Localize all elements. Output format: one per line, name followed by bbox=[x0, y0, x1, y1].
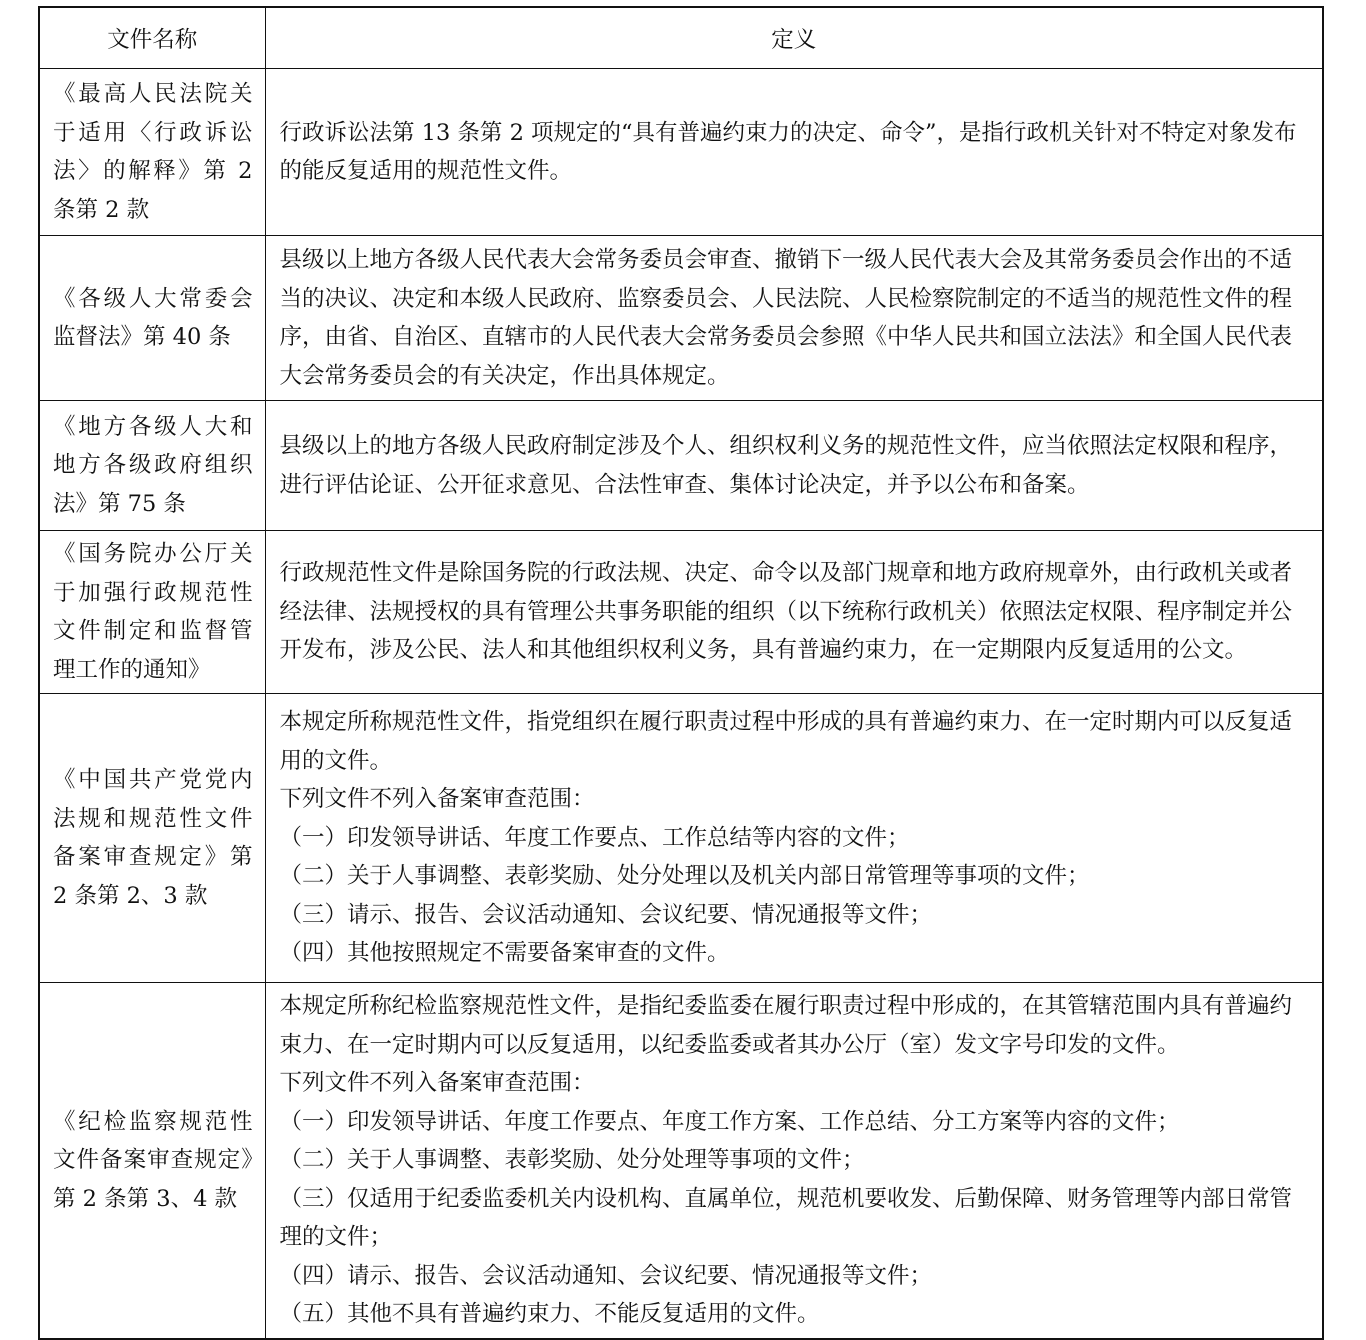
exclusion-item: （一）印发领导讲话、年度工作要点、工作总结等内容的文件； bbox=[279, 824, 910, 851]
exclusion-item: （二）关于人事调整、表彰奖励、处分处理等事项的文件； bbox=[279, 1147, 865, 1173]
document-name-cell: 《纪检监察规范性文件备案审查规定》第 2 条第 3、4 款 bbox=[39, 983, 265, 1339]
document-name-cell: 《国务院办公厅关于加强行政规范性文件制定和监督管理工作的通知》 bbox=[39, 531, 265, 694]
exclusion-item: （五）其他不具有普遍约束力、不能反复适用的文件。 bbox=[279, 1301, 820, 1327]
exclusion-item: （三）请示、报告、会议活动通知、会议纪要、情况通报等文件； bbox=[279, 901, 933, 928]
exclusion-intro: 下列文件不列入备案审查范围： bbox=[279, 1070, 595, 1096]
document-name-cell: 《地方各级人大和地方各级政府组织法》第 75 条 bbox=[39, 401, 265, 531]
exclusion-item: （四）其他按照规定不需要备案审查的文件。 bbox=[279, 940, 730, 967]
document-name-cell: 《中国共产党党内法规和规范性文件备案审查规定》第 2 条第 2、3 款 bbox=[39, 694, 265, 983]
definition-paragraph: 行政诉讼法第 13 条第 2 项规定的“具有普遍约束力的决定、命令”，是指行政机关针对不特定对象发布的能反复适用的规范性文件。 bbox=[279, 119, 1297, 184]
table-row bbox=[39, 531, 1323, 694]
exclusion-item: （三）仅适用于纪委监委机关内设机构、直属单位，规范机要收发、后勤保障、财务管理等内部日常管理的文件； bbox=[279, 1185, 1293, 1250]
definition-cell bbox=[265, 69, 1323, 236]
definition-paragraph: 本规定所称规范性文件，指党组织在履行职责过程中形成的具有普遍约束力、在一定时期内可以反复适用的文件。 bbox=[279, 709, 1293, 774]
header-document-name: 文件名称 bbox=[39, 7, 265, 69]
table-header-row bbox=[39, 7, 1323, 69]
definition-cell bbox=[265, 401, 1323, 531]
definition-cell bbox=[265, 694, 1323, 983]
definition-paragraph: 本规定所称纪检监察规范性文件，是指纪委监委在履行职责过程中形成的，在其管辖范围内具有普遍约束力、在一定时期内可以反复适用，以纪委监委或者其办公厅（室）发文字号印发的文件。 bbox=[279, 993, 1293, 1058]
exclusion-item: （二）关于人事调整、表彰奖励、处分处理以及机关内部日常管理等事项的文件； bbox=[279, 863, 1090, 890]
definition-cell bbox=[265, 531, 1323, 694]
table-row bbox=[39, 236, 1323, 401]
definition-paragraph: 行政规范性文件是除国务院的行政法规、决定、命令以及部门规章和地方政府规章外，由行政机关或者经法律、法规授权的具有管理公共事务职能的组织（以下统称行政机关）依照法定权限、程序制定并公开发布，涉及公民、法人和其他组织权利义务，具有普遍约束力，在一定期限内反复适用的公文。 bbox=[279, 560, 1293, 664]
document-name-cell: 《最高人民法院关于适用〈行政诉讼法〉的解释》第 2 条第 2 款 bbox=[39, 69, 265, 236]
definitions-table bbox=[38, 6, 1324, 1340]
exclusion-item: （四）请示、报告、会议活动通知、会议纪要、情况通报等文件； bbox=[279, 1262, 933, 1289]
definition-paragraph: 县级以上地方各级人民代表大会常务委员会审查、撤销下一级人民代表大会及其常务委员会作出的不适当的决议、决定和本级人民政府、监察委员会、人民法院、人民检察院制定的不适当的规范性文件的程序，由省、自治区、直辖市的人民代表大会常务委员会参照《中华人民共和国立法法》和全国人民代表大会常务委员会的有关决定，作出具体规定。 bbox=[279, 247, 1293, 389]
document-name-cell: 《各级人大常委会监督法》第 40 条 bbox=[39, 236, 265, 401]
definition-paragraph: 县级以上的地方各级人民政府制定涉及个人、组织权利义务的规范性文件，应当依照法定权限和程序，进行评估论证、公开征求意见、合法性审查、集体讨论决定，并予以公布和备案。 bbox=[279, 433, 1293, 498]
definition-cell bbox=[265, 983, 1323, 1339]
table-row bbox=[39, 69, 1323, 236]
exclusion-intro: 下列文件不列入备案审查范围： bbox=[279, 786, 595, 813]
header-definition: 定义 bbox=[265, 7, 1323, 69]
definition-cell bbox=[265, 236, 1323, 401]
table-row bbox=[39, 983, 1323, 1339]
exclusion-item: （一）印发领导讲话、年度工作要点、年度工作方案、工作总结、分工方案等内容的文件； bbox=[279, 1108, 1180, 1135]
table-row bbox=[39, 401, 1323, 531]
table-row bbox=[39, 694, 1323, 983]
